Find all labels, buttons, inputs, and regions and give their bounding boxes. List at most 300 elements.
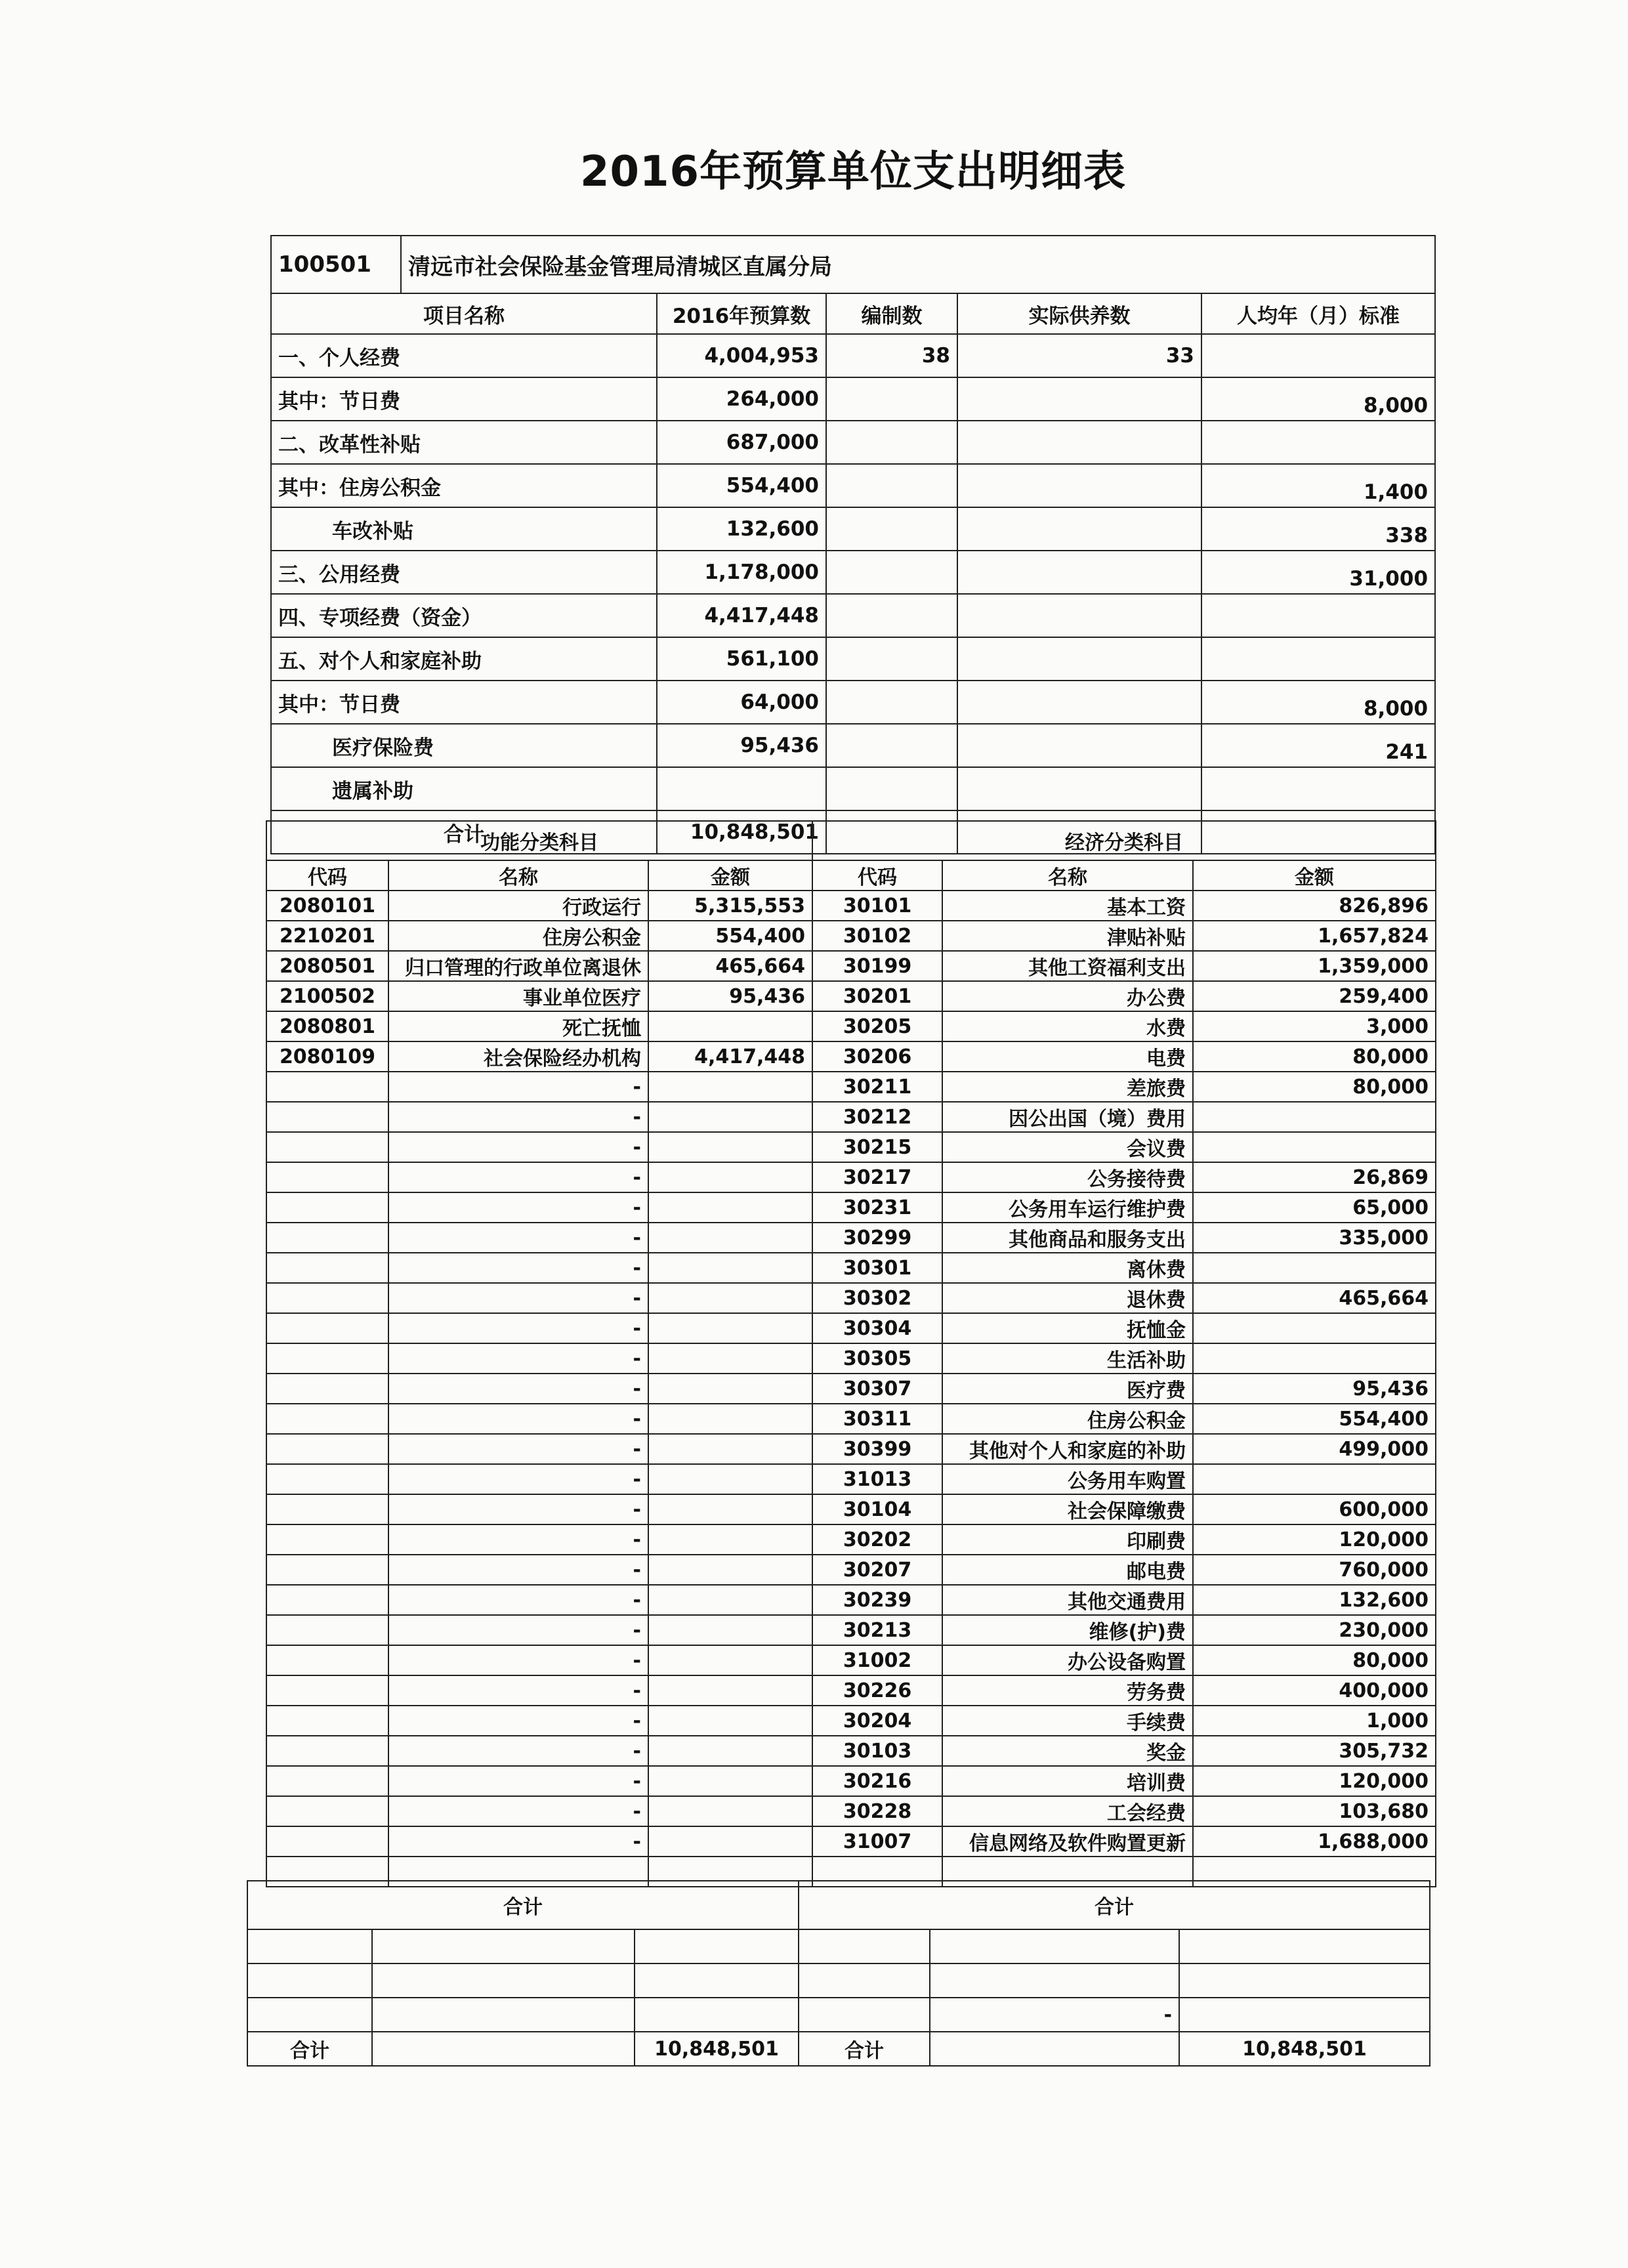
unit-name: 清远市社会保险基金管理局清城区直属分局 <box>401 236 1435 293</box>
blank-cell <box>372 1964 635 1998</box>
econ-subtotal-label: 合计 <box>799 1881 1430 1929</box>
detail-row <box>266 1585 1436 1615</box>
econ-code: 30207 <box>812 1555 942 1585</box>
summary-budget: 95,436 <box>657 724 826 767</box>
summary-staff-quota <box>826 377 957 421</box>
func-amount: 4,417,448 <box>648 1041 812 1072</box>
econ-amount <box>1193 1102 1436 1132</box>
page-title: 2016年预算单位支出明细表 <box>579 148 1127 196</box>
summary-row <box>271 507 1435 551</box>
summary-row <box>271 334 1435 377</box>
detail-row <box>266 1645 1436 1675</box>
econ-amount: 465,664 <box>1193 1283 1436 1313</box>
func-code <box>266 1585 388 1615</box>
blank-cell <box>635 1964 799 1998</box>
econ-amount: 499,000 <box>1193 1434 1436 1464</box>
function-classification-title: 功能分类科目 <box>266 821 812 860</box>
econ-amount: 600,000 <box>1193 1494 1436 1524</box>
detail-row <box>266 891 1436 921</box>
econ-name: 手续费 <box>942 1706 1193 1736</box>
blank-cell <box>635 1929 799 1964</box>
func-name: - <box>388 1766 648 1796</box>
blank-cell <box>635 1998 799 2032</box>
func-code-header: 代码 <box>266 860 388 891</box>
detail-row <box>266 1796 1436 1826</box>
detail-row <box>266 1072 1436 1102</box>
func-code <box>266 1766 388 1796</box>
detail-row <box>266 1132 1436 1162</box>
econ-name: 劳务费 <box>942 1675 1193 1706</box>
func-name: - <box>388 1494 648 1524</box>
detail-row <box>266 1192 1436 1223</box>
func-name: - <box>388 1585 648 1615</box>
econ-amount: 1,359,000 <box>1193 951 1436 981</box>
econ-amount: 120,000 <box>1193 1766 1436 1796</box>
func-name: - <box>388 1192 648 1223</box>
func-code <box>266 1706 388 1736</box>
summary-item-name: 四、专项经费（资金） <box>271 594 657 637</box>
detail-row <box>266 1766 1436 1796</box>
func-code: 2080501 <box>266 951 388 981</box>
blank-cell <box>247 1929 372 1964</box>
detail-row <box>266 951 1436 981</box>
econ-name: 其他交通费用 <box>942 1585 1193 1615</box>
summary-standard <box>1201 594 1435 637</box>
func-amount <box>648 1434 812 1464</box>
econ-code: 30212 <box>812 1102 942 1132</box>
econ-name: 差旅费 <box>942 1072 1193 1102</box>
func-name: - <box>388 1826 648 1857</box>
blank-cell <box>247 1998 372 2032</box>
func-code <box>266 1343 388 1374</box>
econ-amount: 3,000 <box>1193 1011 1436 1041</box>
summary-budget: 64,000 <box>657 681 826 724</box>
func-name: - <box>388 1645 648 1675</box>
econ-code: 31007 <box>812 1826 942 1857</box>
func-amount <box>648 1132 812 1162</box>
econ-name: 水费 <box>942 1011 1193 1041</box>
summary-actual-staff: 33 <box>957 334 1201 377</box>
detail-row <box>266 1826 1436 1857</box>
econ-name: 办公设备购置 <box>942 1645 1193 1675</box>
func-name: - <box>388 1223 648 1253</box>
econ-name: 办公费 <box>942 981 1193 1011</box>
summary-actual-staff <box>957 464 1201 507</box>
summary-item-name: 其中：节日费 <box>271 681 657 724</box>
func-code <box>266 1404 388 1434</box>
econ-code: 31013 <box>812 1464 942 1494</box>
func-amount <box>648 1464 812 1494</box>
func-name: - <box>388 1434 648 1464</box>
func-code <box>266 1313 388 1343</box>
summary-staff-quota <box>826 724 957 767</box>
func-code <box>266 1494 388 1524</box>
summary-budget: 264,000 <box>657 377 826 421</box>
summary-item-name: 其中：节日费 <box>271 377 657 421</box>
func-amount <box>648 1253 812 1283</box>
detail-row <box>266 1313 1436 1343</box>
summary-standard: 241 <box>1201 724 1435 767</box>
blank-cell <box>372 1998 635 2032</box>
econ-amount: 259,400 <box>1193 981 1436 1011</box>
econ-name-header: 名称 <box>942 860 1193 891</box>
econ-name: 津贴补贴 <box>942 921 1193 951</box>
func-name: - <box>388 1555 648 1585</box>
detail-row <box>266 1223 1436 1253</box>
func-amount <box>648 1102 812 1132</box>
func-amount <box>648 1162 812 1192</box>
blank-cell <box>1179 1964 1430 1998</box>
econ-code-header: 代码 <box>812 860 942 891</box>
econ-code: 30311 <box>812 1404 942 1434</box>
econ-name: 印刷费 <box>942 1524 1193 1555</box>
econ-name: 电费 <box>942 1041 1193 1072</box>
econ-code: 30217 <box>812 1162 942 1192</box>
func-code <box>266 1102 388 1132</box>
func-amount <box>648 1192 812 1223</box>
detail-row <box>266 921 1436 951</box>
func-name: 归口管理的行政单位离退休 <box>388 951 648 981</box>
summary-staff-quota <box>826 551 957 594</box>
func-code <box>266 1253 388 1283</box>
econ-amount: 230,000 <box>1193 1615 1436 1645</box>
econ-amount: 1,688,000 <box>1193 1826 1436 1857</box>
summary-staff-quota <box>826 421 957 464</box>
func-amount: 554,400 <box>648 921 812 951</box>
func-name: 住房公积金 <box>388 921 648 951</box>
econ-code: 30213 <box>812 1615 942 1645</box>
func-name: 社会保险经办机构 <box>388 1041 648 1072</box>
summary-budget <box>657 767 826 810</box>
summary-standard: 8,000 <box>1201 377 1435 421</box>
func-code <box>266 1615 388 1645</box>
func-total-label: 合计 <box>247 2032 372 2066</box>
detail-row <box>266 1343 1436 1374</box>
func-amount <box>648 1343 812 1374</box>
blank-cell <box>372 1929 635 1964</box>
func-amount: 465,664 <box>648 951 812 981</box>
econ-name: 工会经费 <box>942 1796 1193 1826</box>
econ-code: 30205 <box>812 1011 942 1041</box>
econ-amount <box>1193 1313 1436 1343</box>
func-code <box>266 1675 388 1706</box>
func-amount <box>648 1555 812 1585</box>
econ-name: 因公出国（境）费用 <box>942 1102 1193 1132</box>
summary-staff-quota <box>826 637 957 681</box>
econ-amount: 1,000 <box>1193 1706 1436 1736</box>
func-code <box>266 1796 388 1826</box>
func-name: - <box>388 1132 648 1162</box>
summary-item-name: 一、个人经费 <box>271 334 657 377</box>
econ-name: 公务用车购置 <box>942 1464 1193 1494</box>
func-code: 2080101 <box>266 891 388 921</box>
detail-row <box>266 1615 1436 1645</box>
econ-code: 30101 <box>812 891 942 921</box>
func-code <box>266 1555 388 1585</box>
blank-cell <box>1179 1929 1430 1964</box>
econ-code: 30302 <box>812 1283 942 1313</box>
detail-row <box>266 1253 1436 1283</box>
econ-amount <box>1193 1464 1436 1494</box>
detail-row <box>266 981 1436 1011</box>
econ-name: 信息网络及软件购置更新 <box>942 1826 1193 1857</box>
func-code <box>266 1374 388 1404</box>
summary-staff-quota <box>826 767 957 810</box>
func-code: 2080109 <box>266 1041 388 1072</box>
summary-item-name: 遗属补助 <box>271 767 657 810</box>
econ-amount: 26,869 <box>1193 1162 1436 1192</box>
func-amount <box>648 1645 812 1675</box>
summary-standard: 8,000 <box>1201 681 1435 724</box>
summary-actual-staff <box>957 724 1201 767</box>
econ-name: 退休费 <box>942 1283 1193 1313</box>
econ-code: 30399 <box>812 1434 942 1464</box>
econ-amount: 80,000 <box>1193 1072 1436 1102</box>
econ-name: 培训费 <box>942 1766 1193 1796</box>
econ-code: 30231 <box>812 1192 942 1223</box>
func-name: - <box>388 1102 648 1132</box>
detail-table <box>266 820 1436 1887</box>
econ-name: 公务用车运行维护费 <box>942 1192 1193 1223</box>
summary-budget: 132,600 <box>657 507 826 551</box>
func-code <box>266 1192 388 1223</box>
func-amount <box>648 1585 812 1615</box>
econ-amount: 65,000 <box>1193 1192 1436 1223</box>
econ-total-label: 合计 <box>799 2032 930 2066</box>
totals-table <box>247 1880 1430 2067</box>
econ-name: 奖金 <box>942 1736 1193 1766</box>
summary-budget: 554,400 <box>657 464 826 507</box>
blank-cell <box>799 1964 930 1998</box>
func-code <box>266 1826 388 1857</box>
summary-staff-quota: 38 <box>826 334 957 377</box>
func-name: - <box>388 1283 648 1313</box>
econ-code: 30299 <box>812 1223 942 1253</box>
econ-code: 30304 <box>812 1313 942 1343</box>
summary-staff-quota <box>826 681 957 724</box>
summary-staff-quota <box>826 464 957 507</box>
func-amount <box>648 1494 812 1524</box>
detail-body <box>266 891 1436 1887</box>
func-amount <box>648 1796 812 1826</box>
summary-row <box>271 681 1435 724</box>
econ-name: 离休费 <box>942 1253 1193 1283</box>
summary-budget: 561,100 <box>657 637 826 681</box>
summary-row <box>271 767 1435 810</box>
func-code <box>266 1072 388 1102</box>
summary-table <box>270 235 1436 854</box>
summary-row <box>271 421 1435 464</box>
func-code <box>266 1162 388 1192</box>
summary-actual-staff <box>957 681 1201 724</box>
econ-amount: 554,400 <box>1193 1404 1436 1434</box>
func-amount <box>648 1675 812 1706</box>
summary-item-name: 其中：住房公积金 <box>271 464 657 507</box>
func-amount-header: 金额 <box>648 860 812 891</box>
func-amount <box>648 1072 812 1102</box>
econ-name: 抚恤金 <box>942 1313 1193 1343</box>
summary-actual-staff <box>957 377 1201 421</box>
func-amount <box>648 1615 812 1645</box>
blank-dash: - <box>930 1998 1179 2032</box>
econ-code: 30103 <box>812 1736 942 1766</box>
func-name: 事业单位医疗 <box>388 981 648 1011</box>
econ-code: 30202 <box>812 1524 942 1555</box>
econ-name: 生活补助 <box>942 1343 1193 1374</box>
detail-row <box>266 1011 1436 1041</box>
func-code: 2080801 <box>266 1011 388 1041</box>
func-code <box>266 1434 388 1464</box>
func-name: 行政运行 <box>388 891 648 921</box>
detail-row <box>266 1736 1436 1766</box>
func-name: - <box>388 1162 648 1192</box>
blank-cell <box>930 1964 1179 1998</box>
summary-item-name: 合计 <box>271 810 657 854</box>
blank-cell <box>930 2032 1179 2066</box>
econ-total-amount: 10,848,501 <box>1179 2032 1430 2066</box>
blank-cell <box>930 1929 1179 1964</box>
econ-amount-header: 金额 <box>1193 860 1436 891</box>
func-code: 2100502 <box>266 981 388 1011</box>
econ-amount: 760,000 <box>1193 1555 1436 1585</box>
func-name-header: 名称 <box>388 860 648 891</box>
summary-staff-quota <box>826 507 957 551</box>
econ-name: 维修(护)费 <box>942 1615 1193 1645</box>
detail-row <box>266 1041 1436 1072</box>
econ-amount <box>1193 1132 1436 1162</box>
econ-code: 30305 <box>812 1343 942 1374</box>
econ-name: 会议费 <box>942 1132 1193 1162</box>
header-item-name: 项目名称 <box>271 293 657 334</box>
summary-row <box>271 594 1435 637</box>
func-amount <box>648 1826 812 1857</box>
summary-actual-staff <box>957 507 1201 551</box>
econ-amount: 826,896 <box>1193 891 1436 921</box>
func-amount <box>648 1706 812 1736</box>
func-code <box>266 1736 388 1766</box>
summary-row <box>271 637 1435 681</box>
func-amount <box>648 1011 812 1041</box>
func-code <box>266 1223 388 1253</box>
func-name: - <box>388 1524 648 1555</box>
header-actual-staff: 实际供养数 <box>957 293 1201 334</box>
func-amount <box>648 1736 812 1766</box>
summary-actual-staff <box>957 767 1201 810</box>
summary-budget: 687,000 <box>657 421 826 464</box>
summary-actual-staff <box>957 637 1201 681</box>
summary-standard <box>1201 421 1435 464</box>
func-name: - <box>388 1072 648 1102</box>
summary-row <box>271 551 1435 594</box>
func-amount <box>648 1283 812 1313</box>
func-amount <box>648 1766 812 1796</box>
func-name: - <box>388 1706 648 1736</box>
econ-amount <box>1193 1253 1436 1283</box>
econ-amount: 132,600 <box>1193 1585 1436 1615</box>
summary-standard: 338 <box>1201 507 1435 551</box>
func-name: - <box>388 1675 648 1706</box>
detail-row <box>266 1464 1436 1494</box>
econ-code: 30239 <box>812 1585 942 1615</box>
summary-row <box>271 464 1435 507</box>
summary-standard: 1,400 <box>1201 464 1435 507</box>
econ-name: 其他工资福利支出 <box>942 951 1193 981</box>
summary-standard <box>1201 767 1435 810</box>
header-staff-quota: 编制数 <box>826 293 957 334</box>
economic-classification-title: 经济分类科目 <box>812 821 1436 860</box>
econ-code: 30102 <box>812 921 942 951</box>
blank-cell <box>247 1964 372 1998</box>
econ-name: 邮电费 <box>942 1555 1193 1585</box>
blank-cell <box>799 1929 930 1964</box>
summary-budget: 4,004,953 <box>657 334 826 377</box>
econ-amount: 335,000 <box>1193 1223 1436 1253</box>
detail-row <box>266 1555 1436 1585</box>
func-name: - <box>388 1374 648 1404</box>
econ-amount: 305,732 <box>1193 1736 1436 1766</box>
summary-actual-staff <box>957 551 1201 594</box>
econ-name: 基本工资 <box>942 891 1193 921</box>
detail-row <box>266 1434 1436 1464</box>
detail-row <box>266 1675 1436 1706</box>
func-code <box>266 1464 388 1494</box>
econ-amount: 95,436 <box>1193 1374 1436 1404</box>
econ-code: 30301 <box>812 1253 942 1283</box>
econ-code: 30216 <box>812 1766 942 1796</box>
econ-code: 31002 <box>812 1645 942 1675</box>
econ-amount: 80,000 <box>1193 1645 1436 1675</box>
summary-budget: 4,417,448 <box>657 594 826 637</box>
func-amount: 5,315,553 <box>648 891 812 921</box>
summary-actual-staff <box>957 421 1201 464</box>
summary-item-name: 三、公用经费 <box>271 551 657 594</box>
econ-name: 公务接待费 <box>942 1162 1193 1192</box>
summary-item-name: 五、对个人和家庭补助 <box>271 637 657 681</box>
func-code <box>266 1283 388 1313</box>
summary-row <box>271 377 1435 421</box>
econ-code: 30201 <box>812 981 942 1011</box>
func-name: - <box>388 1736 648 1766</box>
econ-code: 30211 <box>812 1072 942 1102</box>
summary-standard <box>1201 334 1435 377</box>
detail-row <box>266 1102 1436 1132</box>
blank-cell <box>1179 1998 1430 2032</box>
econ-amount: 103,680 <box>1193 1796 1436 1826</box>
func-code <box>266 1645 388 1675</box>
func-total-amount: 10,848,501 <box>635 2032 799 2066</box>
econ-amount: 120,000 <box>1193 1524 1436 1555</box>
summary-item-name: 车改补贴 <box>271 507 657 551</box>
summary-staff-quota <box>826 594 957 637</box>
summary-item-name: 医疗保险费 <box>271 724 657 767</box>
econ-code: 30228 <box>812 1796 942 1826</box>
summary-body <box>271 334 1435 854</box>
detail-row <box>266 1283 1436 1313</box>
summary-row <box>271 724 1435 767</box>
func-amount <box>648 1524 812 1555</box>
detail-row <box>266 1374 1436 1404</box>
func-name: - <box>388 1253 648 1283</box>
econ-code: 30215 <box>812 1132 942 1162</box>
econ-code: 30104 <box>812 1494 942 1524</box>
func-name: - <box>388 1615 648 1645</box>
summary-budget: 1,178,000 <box>657 551 826 594</box>
func-amount <box>648 1223 812 1253</box>
func-code <box>266 1524 388 1555</box>
func-code <box>266 1132 388 1162</box>
func-name: - <box>388 1464 648 1494</box>
header-budget: 2016年预算数 <box>657 293 826 334</box>
